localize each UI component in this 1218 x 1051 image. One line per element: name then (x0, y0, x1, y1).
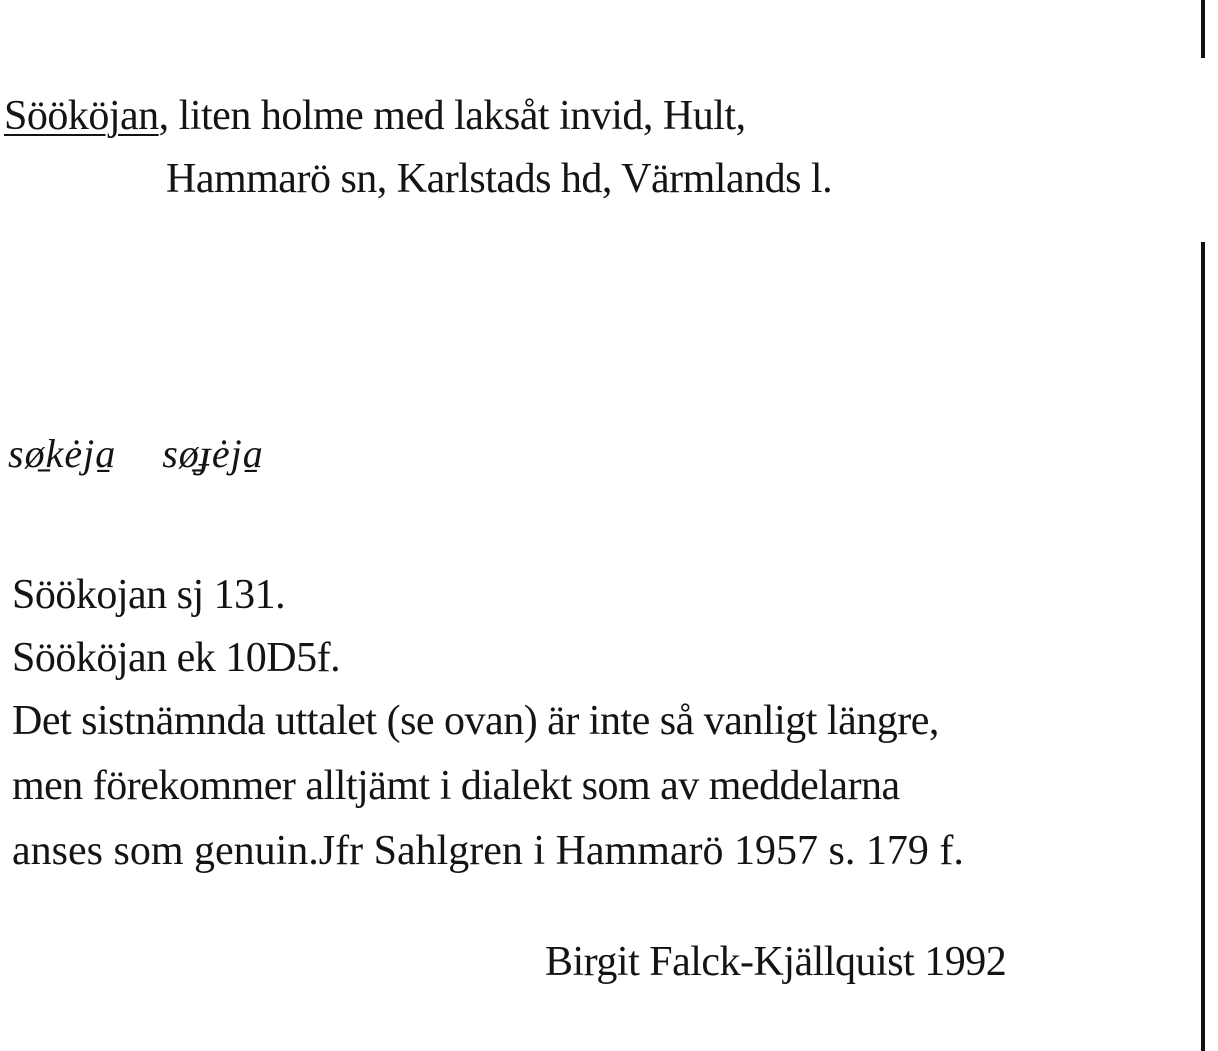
note-line-1: Söökojan sj 131. (12, 572, 286, 618)
entry-heading-line (4, 95, 746, 137)
location-line: Hammarö sn, Karlstads hd, Värmlands l. (166, 156, 833, 202)
heading-description: , liten holme med laksåt invid, Hult, (158, 93, 746, 139)
note-line-3: Det sistnämnda uttalet (se ovan) är inte så vanligt längre, (12, 698, 939, 744)
headword: Söököjan (4, 93, 159, 139)
scan-edge-mark-right (1201, 242, 1205, 1051)
note-line-4: men förekommer alltjämt i dialekt som av meddelarna (12, 763, 900, 809)
phonetic-transcriptions (8, 430, 264, 477)
phonetic-transcription-1: sø̱kėja̱ (8, 431, 117, 476)
phonetic-transcription-2: sø̱ɟėja̱ (162, 431, 264, 476)
note-line-5: anses som genuin.Jfr Sahlgren i Hammarö 1957 s. 179 f. (12, 828, 964, 874)
note-line-2: Söököjan ek 10D5f. (12, 635, 341, 681)
signature: Birgit Falck-Kjällquist 1992 (545, 939, 1007, 985)
scan-edge-mark-top (1201, 0, 1205, 58)
